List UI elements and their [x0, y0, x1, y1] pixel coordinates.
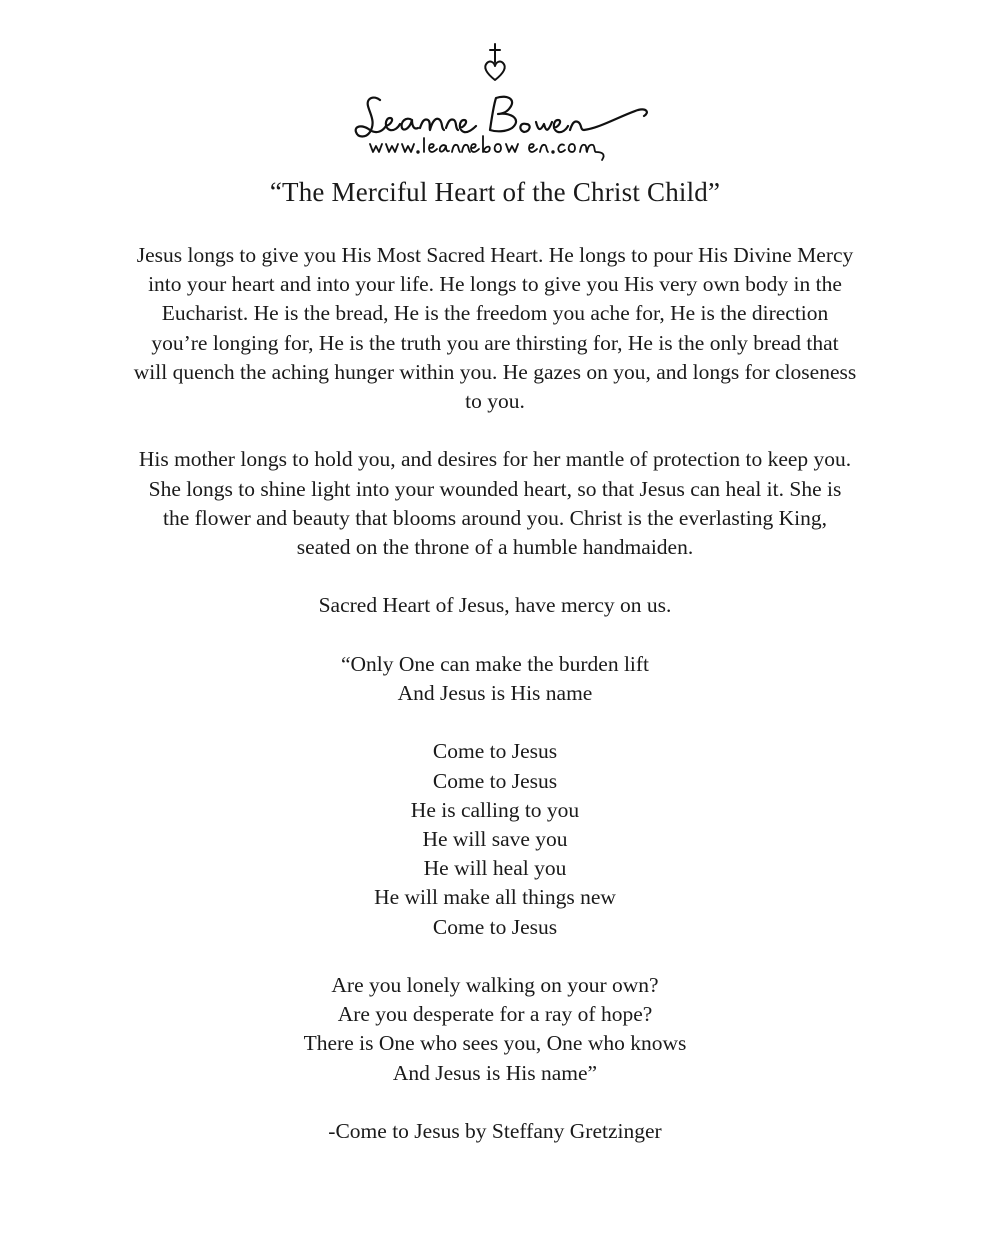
text-line: Sacred Heart of Jesus, have mercy on us.	[318, 593, 672, 618]
paragraph	[60, 737, 930, 941]
page-title: “The Merciful Heart of the Christ Child”	[269, 177, 721, 207]
paragraph	[60, 1117, 930, 1146]
logo-artwork	[340, 40, 670, 170]
logo	[340, 40, 670, 170]
paragraph	[60, 650, 930, 708]
paragraph	[60, 241, 930, 416]
text-line: There is One who sees you, One who knows	[303, 1031, 687, 1056]
text-line: And Jesus is His name”	[392, 1060, 598, 1085]
text-line: He is calling to you	[410, 797, 580, 822]
text-line: He will make all things new	[374, 885, 616, 910]
text-line: Are you desperate for a ray of hope?	[337, 1002, 653, 1027]
text-line: Come to Jesus	[432, 914, 558, 939]
url-artwork	[370, 136, 604, 160]
text-line: you’re longing for, He is the truth you are thirsting for, He is the only bread that	[151, 330, 839, 355]
paragraph	[60, 591, 930, 620]
text-line: Eucharist. He is the bread, He is the freedom you ache for, He is the direction	[161, 301, 829, 326]
text-line: seated on the throne of a humble handmaiden.	[296, 535, 694, 560]
text-line: Come to Jesus	[432, 739, 558, 764]
text-line: Come to Jesus	[432, 768, 558, 793]
text-line: Are you lonely walking on your own?	[331, 973, 659, 997]
text-line: He will save you	[422, 827, 568, 851]
text-line: will quench the aching hunger within you. He gazes on you, and longs for closeness	[133, 359, 857, 384]
text-line: His mother longs to hold you, and desires for her mantle of protection to keep you.	[138, 447, 852, 472]
text-line: “Only One can make the burden lift	[340, 651, 650, 676]
text-line: He will heal you	[423, 856, 567, 881]
text-line: -Come to Jesus by Steffany Gretzinger	[328, 1119, 662, 1143]
paragraph	[60, 445, 930, 562]
sacred-heart-cross-icon	[485, 44, 504, 80]
paragraph	[60, 971, 930, 1088]
text-line: She longs to shine light into your wounded heart, so that Jesus can heal it. She is	[148, 476, 842, 501]
text-line: Jesus longs to give you His Most Sacred Heart. He longs to pour His Divine Mercy	[136, 243, 854, 267]
text-line: And Jesus is His name	[397, 681, 593, 705]
document-body	[60, 241, 930, 1146]
signature-artwork	[356, 97, 647, 137]
text-line: the flower and beauty that blooms around you. Christ is the everlasting King,	[163, 505, 827, 530]
text-line: into your heart and into your life. He longs to give you His very own body in the	[148, 272, 842, 297]
text-line: to you.	[465, 389, 525, 414]
